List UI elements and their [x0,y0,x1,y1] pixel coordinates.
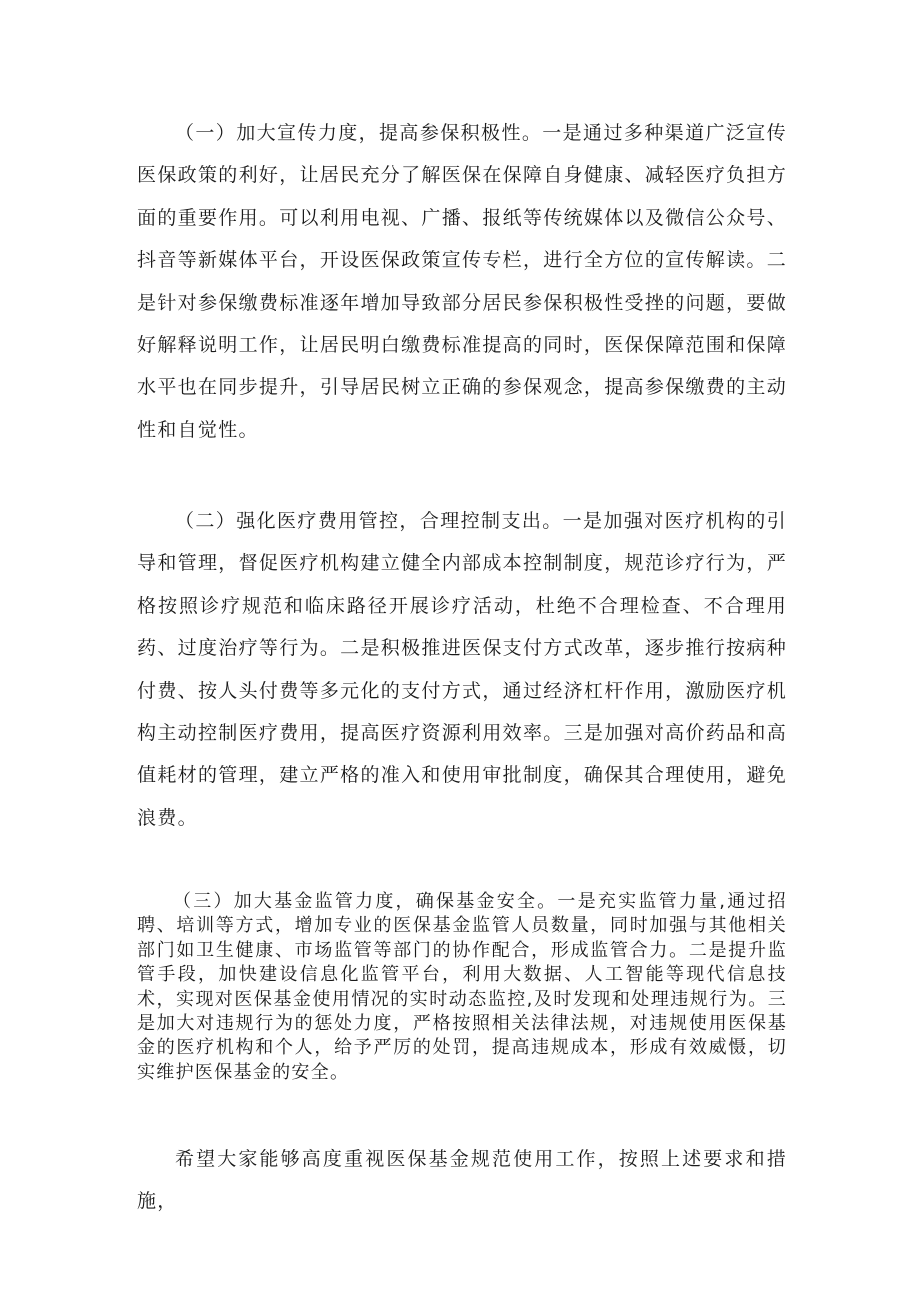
paragraph-publicity: （一）加大宣传力度，提高参保积极性。一是通过多种渠道广泛宣传医保政策的利好，让居民充分了解医保在保障自身健康、减轻医疗负担方面的重要作用。可以利用电视、广播、报纸等传统媒体以及微信公众号、抖音等新媒体平台，开设医保政策宣传专栏，进行全方位的宣传解读。二是针对参保缴费标准逐年增加导致部分居民参保积极性受挫的问题，要做好解释说明工作，让居民明白缴费标准提高的同时，医保保障范围和保障水平也在同步提升，引导居民树立正确的参保观念，提高参保缴费的主动性和自觉性。 [137,122,787,441]
paragraph-cost-control: （二）强化医疗费用管控，合理控制支出。一是加强对医疗机构的引导和管理，督促医疗机构建立健全内部成本控制制度，规范诊疗行为，严格按照诊疗规范和临床路径开展诊疗活动，杜绝不合理检查、不合理用药、过度治疗等行为。二是积极推进医保支付方式改革，逐步推行按病种付费、按人头付费等多元化的支付方式，通过经济杠杆作用，激励医疗机构主动控制医疗费用，提高医疗资源利用效率。三是加强对高价药品和高值耗材的管理，建立严格的准入和使用审批制度，确保其合理使用，避免浪费。 [137,510,787,829]
paragraph-fund-supervision: （三）加大基金监管力度，确保基金安全。一是充实监管力量,通过招聘、培训等方式，增加专业的医保基金监管人员数量，同时加强与其他相关部门如卫生健康、市场监管等部门的协作配合，形成监管合力。二是提升监管手段，加快建设信息化监管平台，利用大数据、人工智能等现代信息技术，实现对医保基金使用情况的实时动态监控,及时发现和处理违规行为。三是加大对违规行为的惩处力度，严格按照相关法律法规，对违规使用医保基金的医疗机构和个人，给予严厉的处罚，提高违规成本，形成有效威慑，切实维护医保基金的安全。 [137,891,787,1083]
paragraph-closing: 希望大家能够高度重视医保基金规范使用工作，按照上述要求和措施， [137,1148,787,1212]
